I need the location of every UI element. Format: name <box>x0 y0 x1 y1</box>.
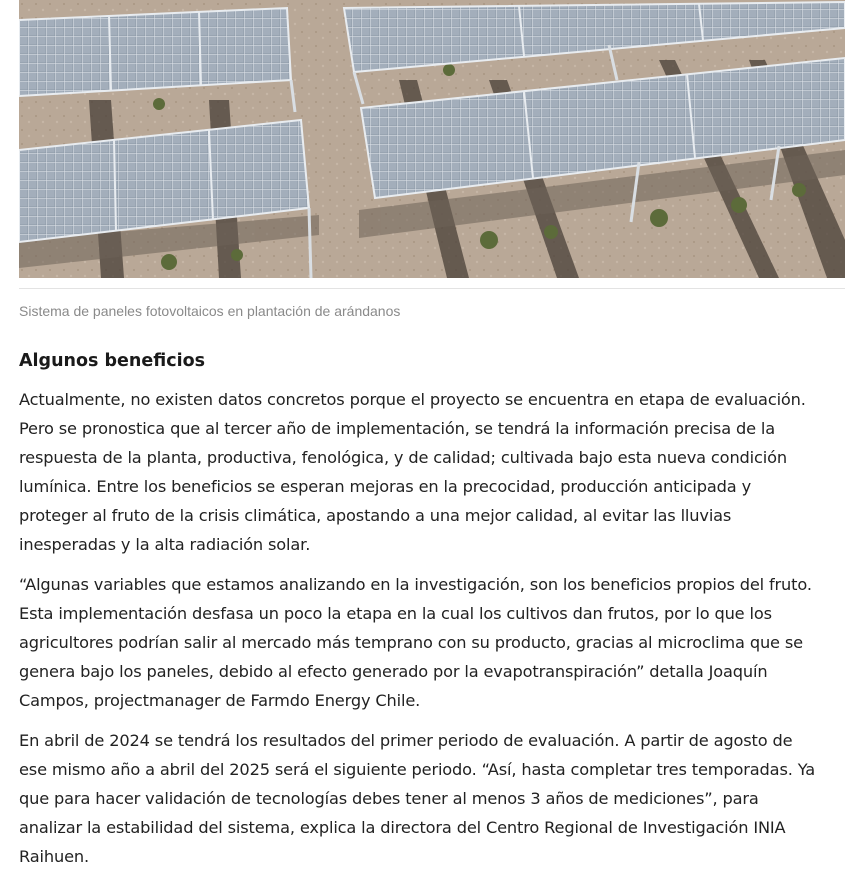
paragraph-line: inesperadas y la alta radiación solar. <box>19 535 311 554</box>
paragraph-line: lumínica. Entre los beneficios se esperan mejoras en la precocidad, producción anticipada y <box>19 477 751 496</box>
paragraph-line: “Algunas variables que estamos analizando en la investigación, son los beneficios propios del fruto. <box>19 575 812 594</box>
article <box>19 0 845 871</box>
paragraph-line: Campos, projectmanager de Farmdo Energy Chile. <box>19 691 421 710</box>
paragraph-line: agricultores podrían salir al mercado más temprano con su producto, gracias al microclima que se <box>19 633 803 652</box>
paragraph-line: proteger al fruto de la crisis climática, apostando a una mejor calidad, al evitar las lluvias <box>19 506 732 525</box>
paragraph-2-quote <box>19 570 845 715</box>
photo-caption: Sistema de paneles fotovoltaicos en plantación de arándanos <box>19 303 401 319</box>
paragraph-line: Raihuen. <box>19 847 89 866</box>
section-heading: Algunos beneficios <box>19 351 206 371</box>
paragraph-line: Actualmente, no existen datos concretos porque el proyecto se encuentra en etapa de evaluación. <box>19 390 806 409</box>
paragraph-1 <box>19 385 845 559</box>
paragraph-line: En abril de 2024 se tendrá los resultados del primer periodo de evaluación. A partir de agosto de <box>19 731 793 750</box>
caption-divider <box>19 288 845 289</box>
paragraph-line: Pero se pronostica que al tercer año de implementación, se tendrá la información precisa de la <box>19 419 776 438</box>
paragraph-3 <box>19 726 845 871</box>
paragraph-line: Esta implementación desfasa un poco la etapa en la cual los cultivos dan frutos, por lo que los <box>19 604 772 623</box>
paragraph-line: ese mismo año a abril del 2025 será el siguiente periodo. “Así, hasta completar tres temporadas. Ya <box>19 760 815 779</box>
article-photo <box>19 0 845 278</box>
solar-panels-photo <box>19 0 845 278</box>
paragraph-line: que para hacer validación de tecnologías debes tener al menos 3 años de mediciones”, para <box>19 789 759 808</box>
paragraph-line: analizar la estabilidad del sistema, explica la directora del Centro Regional de Investigación INIA <box>19 818 786 837</box>
paragraph-line: respuesta de la planta, productiva, fenológica, y de calidad; cultivada bajo esta nueva condición <box>19 448 787 467</box>
paragraph-line: genera bajo los paneles, debido al efecto generado por la evapotranspiración” detalla Joaquín <box>19 662 768 681</box>
